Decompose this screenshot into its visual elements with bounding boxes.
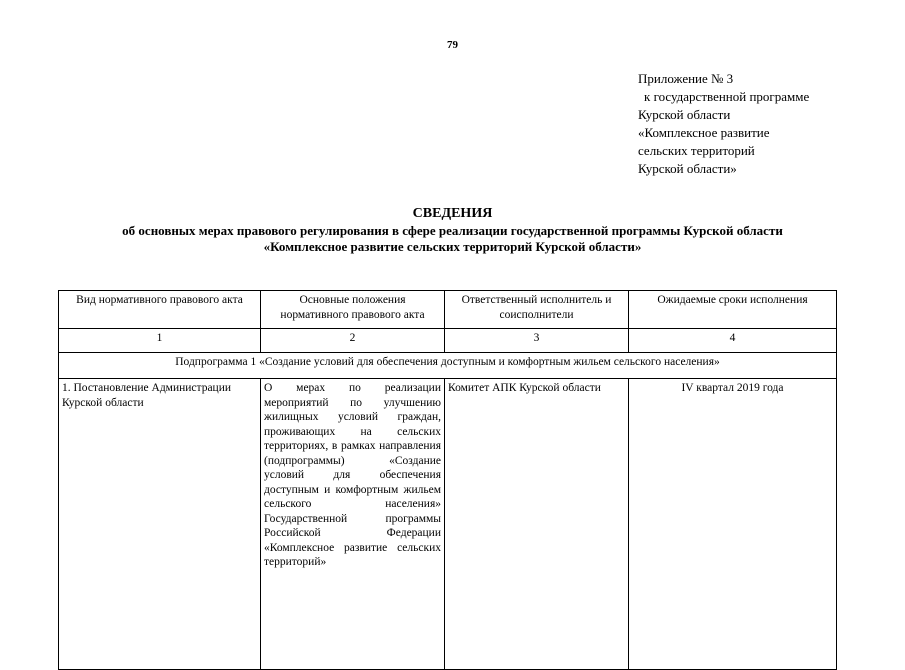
measures-table <box>58 290 837 670</box>
cell-deadline: IV квартал 2019 года <box>629 379 837 670</box>
column-number: 4 <box>629 329 837 353</box>
page-number: 79 <box>447 39 458 51</box>
document-subtitle-line2: «Комплексное развитие сельских территорий Курской области» <box>263 239 642 254</box>
cell-executor: Комитет АПК Курской области <box>445 379 629 670</box>
appendix-line: сельских территорий <box>638 143 755 158</box>
subprogram-title: Подпрограмма 1 «Создание условий для обеспечения доступным и комфортным жильем сельского населения» <box>59 353 837 379</box>
column-number: 3 <box>445 329 629 353</box>
appendix-line: Приложение № 3 <box>638 71 734 86</box>
subprogram-row <box>59 353 837 379</box>
column-number-row <box>59 329 837 353</box>
appendix-line: к государственной программе <box>644 89 810 104</box>
table-header-row <box>59 291 837 329</box>
header-act-type: Вид нормативного правового акта <box>59 291 261 329</box>
table-row <box>59 379 837 670</box>
cell-act-type: 1. Постановление Администрации Курской области <box>59 379 261 670</box>
appendix-line: Курской области <box>638 107 731 122</box>
header-deadline: Ожидаемые сроки исполнения <box>629 291 837 329</box>
column-number: 1 <box>59 329 261 353</box>
appendix-line: «Комплексное развитие <box>638 125 770 140</box>
header-executor: Ответственный исполнитель и соисполнители <box>445 291 629 329</box>
appendix-line: Курской области» <box>638 161 737 176</box>
document-title: СВЕДЕНИЯ <box>412 206 493 221</box>
column-number: 2 <box>261 329 445 353</box>
header-provisions: Основные положения нормативного правового акта <box>261 291 445 329</box>
document-subtitle-line1: об основных мерах правового регулирования в сфере реализации государственной программы Курской области <box>122 222 783 238</box>
document-heading <box>0 206 905 256</box>
cell-provisions: О мерах по реализации мероприятий по улучшению жилищных условий граждан, проживающих на сельских территориях, в рамках направления (подпрограммы) «Создание условий для обеспечения доступным и комфортным жильем сельского населения» Государственной программы Российской Федерации «Комплексное развитие сельских территорий» <box>261 379 445 670</box>
appendix-block <box>638 70 878 178</box>
